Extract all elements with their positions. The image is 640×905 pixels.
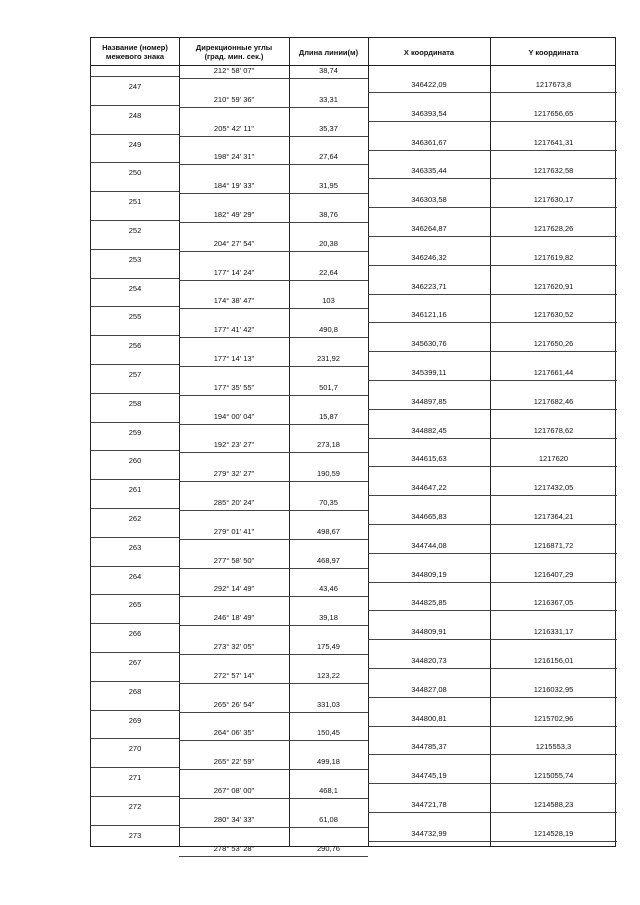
row-divider	[91, 105, 179, 106]
point-name-cell: 253	[128, 254, 142, 264]
row-divider	[91, 508, 179, 509]
row-divider	[368, 582, 617, 583]
point-name-cell: 269	[128, 715, 142, 725]
direction-angle-cell: 265° 22' 59"	[213, 757, 255, 767]
row-divider	[91, 220, 179, 221]
row-divider	[368, 150, 617, 151]
point-name-cell: 267	[128, 658, 142, 667]
point-name-cell: 252	[128, 226, 142, 235]
point-name-cell: 263	[128, 542, 142, 552]
line-length-cell: 175,49	[317, 642, 340, 651]
row-divider	[368, 351, 617, 352]
y-coordinate-cell: 1216032,95	[533, 684, 574, 694]
x-coordinate-cell: 346335,44	[411, 166, 447, 176]
row-divider	[179, 683, 368, 684]
row-divider	[179, 193, 368, 194]
line-length-cell: 290,76	[317, 843, 340, 853]
direction-angle-cell: 182° 49' 29"	[213, 210, 255, 219]
x-coordinate-cell: 345399,11	[411, 368, 447, 377]
row-divider	[179, 452, 368, 453]
row-divider	[91, 623, 179, 624]
row-divider	[368, 438, 617, 439]
x-coordinate-cell: 346422,09	[411, 80, 447, 89]
direction-angle-cell: 264° 06' 35"	[213, 728, 255, 738]
row-divider	[179, 280, 368, 281]
row-divider	[368, 92, 617, 93]
x-coordinate-cell: 344825,85	[411, 598, 447, 608]
x-coordinate-cell: 344732,99	[411, 828, 447, 838]
line-length-cell: 273,18	[317, 440, 340, 450]
row-divider	[368, 841, 617, 842]
line-length-cell: 38,76	[319, 210, 338, 219]
row-divider	[179, 164, 368, 165]
line-length-cell: 38,74	[319, 66, 338, 75]
point-name-cell: 248	[128, 110, 142, 120]
line-length-cell: 490,8	[319, 325, 338, 335]
point-name-cell: 249	[128, 139, 142, 149]
coordinates-table	[90, 37, 616, 853]
direction-angle-cell: 177° 41' 42"	[213, 325, 255, 335]
direction-angle-cell: 272° 57' 14"	[213, 670, 255, 680]
y-coordinate-cell: 1217630,17	[533, 195, 574, 205]
x-coordinate-cell: 344800,81	[411, 713, 447, 723]
x-coordinate-cell: 346246,32	[411, 252, 447, 262]
direction-angle-cell: 184° 19' 33"	[213, 181, 255, 191]
row-divider	[368, 294, 617, 295]
line-length-cell: 22,64	[319, 267, 338, 277]
row-divider	[91, 652, 179, 653]
y-coordinate-cell: 1215055,74	[533, 771, 574, 781]
y-coordinate-cell: 1216331,17	[533, 627, 574, 637]
y-coordinate-cell: 1217661,44	[533, 368, 574, 377]
row-divider	[368, 236, 617, 237]
row-divider	[179, 395, 368, 396]
row-divider	[179, 856, 368, 857]
direction-angle-cell: 273° 32' 05"	[213, 642, 255, 651]
point-name-cell: 258	[128, 398, 142, 408]
y-coordinate-cell: 1215702,96	[533, 713, 574, 723]
row-divider	[179, 625, 368, 626]
x-coordinate-cell: 344897,85	[411, 396, 447, 406]
row-divider	[91, 249, 179, 250]
y-coordinate-cell: 1217630,52	[533, 310, 574, 320]
x-coordinate-cell: 344647,22	[411, 483, 447, 493]
y-coordinate-cell: 1217632,58	[533, 166, 574, 176]
line-length-cell: 231,92	[317, 354, 340, 363]
row-divider	[368, 812, 617, 813]
direction-angle-cell: 212° 58' 07"	[213, 66, 255, 75]
direction-angle-cell: 279° 01' 41"	[213, 526, 255, 536]
y-coordinate-cell: 1217620,91	[533, 281, 574, 291]
row-divider	[179, 798, 368, 799]
x-coordinate-cell: 344882,45	[411, 425, 447, 435]
row-divider	[179, 510, 368, 511]
row-divider	[368, 380, 617, 381]
row-divider	[91, 191, 179, 192]
direction-angle-cell: 265° 26' 54"	[213, 699, 255, 709]
row-divider	[368, 466, 617, 467]
row-divider	[368, 668, 617, 669]
x-coordinate-cell: 346223,71	[411, 281, 447, 291]
row-divider	[179, 568, 368, 569]
direction-angle-cell: 277° 58' 50"	[213, 555, 255, 565]
row-divider	[368, 639, 617, 640]
line-length-cell: 33,31	[319, 94, 338, 104]
row-divider	[368, 207, 617, 208]
line-length-cell: 331,03	[317, 699, 340, 709]
point-name-cell: 271	[128, 773, 142, 783]
row-divider	[179, 107, 368, 108]
x-coordinate-cell: 344665,83	[411, 512, 447, 521]
row-divider	[91, 681, 179, 682]
row-divider	[91, 738, 179, 739]
row-divider	[368, 610, 617, 611]
direction-angle-cell: 204° 27' 54"	[213, 238, 255, 248]
row-divider	[91, 364, 179, 365]
point-name-cell: 270	[128, 744, 142, 754]
header-y-coordinate: Y координата	[528, 47, 579, 57]
line-length-cell: 190,59	[317, 469, 340, 479]
point-name-cell: 250	[128, 168, 142, 178]
row-divider	[368, 265, 617, 266]
row-divider	[91, 162, 179, 163]
point-name-cell: 268	[128, 686, 142, 696]
row-divider	[368, 754, 617, 755]
y-coordinate-cell: 1217650,26	[533, 339, 574, 349]
y-coordinate-cell: 1217656,65	[533, 108, 574, 118]
row-divider	[91, 393, 179, 394]
row-divider	[91, 479, 179, 480]
y-coordinate-cell: 1217673,8	[535, 80, 572, 89]
x-coordinate-cell: 344809,91	[411, 627, 447, 637]
y-coordinate-cell: 1216156,01	[533, 656, 574, 665]
direction-angle-cell: 267° 08' 00"	[213, 786, 255, 795]
row-divider	[91, 710, 179, 711]
direction-angle-cell: 278° 53' 28"	[213, 843, 255, 853]
row-divider	[179, 308, 368, 309]
x-coordinate-cell: 344745,19	[411, 771, 447, 781]
row-divider	[91, 796, 179, 797]
line-length-cell: 15,87	[319, 411, 338, 421]
row-divider	[368, 697, 617, 698]
direction-angle-cell: 194° 00' 04"	[213, 411, 255, 421]
line-length-cell: 39,18	[319, 613, 338, 623]
line-length-cell: 70,35	[319, 498, 338, 507]
direction-angle-cell: 285° 20' 24"	[213, 498, 255, 507]
x-coordinate-cell: 344721,78	[411, 800, 447, 809]
y-coordinate-cell: 1217619,82	[533, 252, 574, 262]
header-point-name: Название (номер) межевого знака	[102, 43, 168, 61]
row-divider	[91, 76, 179, 77]
line-length-cell: 20,38	[319, 238, 338, 248]
point-name-cell: 257	[128, 370, 142, 379]
line-length-cell: 61,08	[319, 814, 338, 824]
line-length-cell: 43,46	[319, 584, 338, 594]
row-divider	[179, 596, 368, 597]
row-divider	[91, 335, 179, 336]
row-divider	[179, 769, 368, 770]
table-header	[91, 38, 615, 66]
row-divider	[91, 422, 179, 423]
row-divider	[368, 524, 617, 525]
point-name-cell: 254	[128, 283, 142, 293]
x-coordinate-cell: 344744,08	[411, 540, 447, 550]
direction-angle-cell: 280° 34' 33"	[213, 814, 255, 824]
y-coordinate-cell: 1216407,29	[533, 569, 574, 579]
x-coordinate-cell: 344820,73	[411, 656, 447, 665]
line-length-cell: 35,37	[319, 123, 338, 133]
point-name-cell: 256	[128, 341, 142, 351]
row-divider	[91, 450, 179, 451]
point-name-cell: 272	[128, 802, 142, 811]
row-divider	[91, 594, 179, 595]
x-coordinate-cell: 344827,08	[411, 684, 447, 694]
header-line-length: Длина линии(м)	[298, 47, 359, 57]
direction-angle-cell: 174° 38' 47"	[213, 296, 255, 306]
row-divider	[179, 740, 368, 741]
direction-angle-cell: 198° 24' 31"	[213, 152, 255, 162]
row-divider	[179, 366, 368, 367]
line-length-cell: 27,64	[319, 152, 338, 162]
direction-angle-cell: 177° 14' 13"	[213, 354, 255, 363]
header-direction-angle: Дирекционные углы (град. мин. сек.)	[195, 43, 273, 61]
row-divider	[368, 178, 617, 179]
row-divider	[368, 726, 617, 727]
row-divider	[368, 553, 617, 554]
y-coordinate-cell: 1216367,05	[533, 598, 574, 608]
row-divider	[91, 278, 179, 279]
row-divider	[179, 337, 368, 338]
row-divider	[91, 306, 179, 307]
row-divider	[368, 495, 617, 496]
x-coordinate-cell: 346264,87	[411, 224, 447, 233]
y-coordinate-cell: 1217641,31	[533, 137, 574, 147]
row-divider	[179, 78, 368, 79]
point-name-cell: 255	[128, 312, 142, 322]
line-length-cell: 150,45	[317, 728, 340, 738]
point-name-cell: 259	[128, 427, 142, 437]
row-divider	[179, 827, 368, 828]
point-name-cell: 264	[128, 571, 142, 581]
row-divider	[91, 134, 179, 135]
x-coordinate-cell: 346303,58	[411, 195, 447, 205]
row-divider	[179, 222, 368, 223]
point-name-cell: 266	[128, 629, 142, 639]
direction-angle-cell: 177° 35' 55"	[213, 382, 255, 392]
point-name-cell: 265	[128, 600, 142, 610]
direction-angle-cell: 292° 14' 49"	[213, 584, 255, 594]
line-length-cell: 31,95	[319, 181, 338, 191]
row-divider	[368, 783, 617, 784]
y-coordinate-cell: 1217682,46	[533, 396, 574, 406]
row-divider	[91, 767, 179, 768]
row-divider	[179, 481, 368, 482]
row-divider	[91, 537, 179, 538]
row-divider	[179, 539, 368, 540]
y-coordinate-cell: 1217678,62	[533, 425, 574, 435]
row-divider	[179, 136, 368, 137]
point-name-cell: 247	[128, 82, 142, 91]
x-coordinate-cell: 346393,54	[411, 108, 447, 118]
y-coordinate-cell: 1217628,26	[533, 224, 574, 233]
row-divider	[91, 566, 179, 567]
header-x-coordinate: X координата	[403, 47, 455, 57]
line-length-cell: 123,22	[317, 670, 340, 680]
y-coordinate-cell: 1214528,19	[533, 828, 574, 838]
row-divider	[368, 121, 617, 122]
direction-angle-cell: 192° 23' 27"	[213, 440, 255, 450]
line-length-cell: 501,7	[319, 382, 338, 392]
y-coordinate-cell: 1217364,21	[533, 512, 574, 521]
line-length-cell: 498,67	[317, 526, 340, 536]
row-divider	[179, 424, 368, 425]
point-name-cell: 262	[128, 514, 142, 523]
x-coordinate-cell: 346121,16	[411, 310, 447, 320]
x-coordinate-cell: 345630,76	[411, 339, 447, 349]
point-name-cell: 251	[128, 197, 142, 207]
point-name-cell: 261	[128, 485, 142, 495]
x-coordinate-cell: 344785,37	[411, 742, 447, 752]
row-divider	[179, 712, 368, 713]
line-length-cell: 468,1	[319, 786, 338, 795]
y-coordinate-cell: 1214588,23	[533, 800, 574, 809]
x-coordinate-cell: 344615,63	[411, 454, 447, 464]
direction-angle-cell: 246° 18' 49"	[213, 613, 255, 623]
row-divider	[179, 251, 368, 252]
x-coordinate-cell: 344809,19	[411, 569, 447, 579]
line-length-cell: 103	[322, 296, 335, 306]
direction-angle-cell: 279° 32' 27"	[213, 469, 255, 479]
y-coordinate-cell: 1217432,05	[533, 483, 574, 493]
direction-angle-cell: 210° 59' 36"	[213, 94, 255, 104]
row-divider	[91, 825, 179, 826]
direction-angle-cell: 205° 42' 11"	[214, 123, 254, 133]
line-length-cell: 468,97	[317, 555, 340, 565]
y-coordinate-cell: 1216871,72	[533, 540, 574, 550]
y-coordinate-cell: 1215553,3	[535, 742, 572, 752]
direction-angle-cell: 177° 14' 24"	[213, 267, 255, 277]
x-coordinate-cell: 346361,67	[411, 137, 447, 147]
row-divider	[368, 409, 617, 410]
row-divider	[368, 322, 617, 323]
line-length-cell: 499,18	[317, 757, 340, 767]
y-coordinate-cell: 1217620	[538, 454, 569, 464]
point-name-cell: 273	[128, 830, 142, 840]
row-divider	[179, 654, 368, 655]
point-name-cell: 260	[128, 456, 142, 466]
